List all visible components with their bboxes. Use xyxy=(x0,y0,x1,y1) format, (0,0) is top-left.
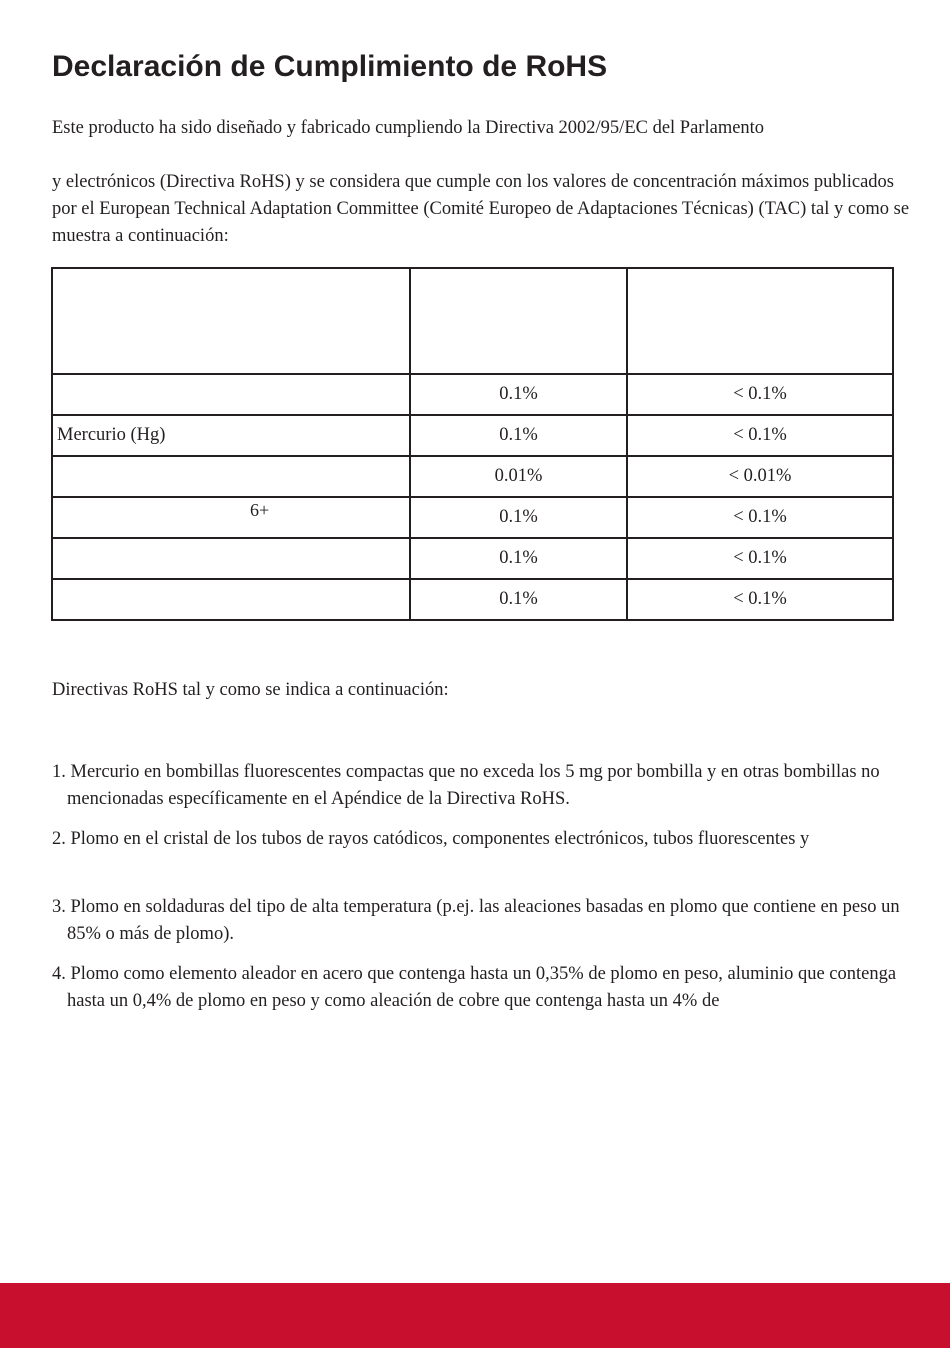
substance-cell xyxy=(52,497,410,538)
table-row xyxy=(52,415,893,456)
max-value-cell: 0.1% xyxy=(410,579,627,620)
max-value-cell: 0.1% xyxy=(410,415,627,456)
header-cell-substance xyxy=(52,268,410,374)
list-item: 1. Mercurio en bombillas fluorescentes compactas que no exceda los 5 mg por bombilla y en otras bombillas no mencionadas específicamente en el Apéndice de la Directiva RoHS. xyxy=(52,762,880,809)
header-cell-max-value xyxy=(410,268,627,374)
max-value-cell: 0.1% xyxy=(410,497,627,538)
table-row xyxy=(52,374,893,415)
max-value-cell: 0.01% xyxy=(410,456,627,497)
actual-value-cell: < 0.01% xyxy=(627,456,893,497)
table-row xyxy=(52,579,893,620)
exemptions-intro-paragraph: Directivas RoHS tal y como se indica a continuación: xyxy=(52,680,449,700)
header-cell-actual-value xyxy=(627,268,893,374)
table-row xyxy=(52,538,893,579)
actual-value-cell: < 0.1% xyxy=(627,374,893,415)
list-item: 4. Plomo como elemento aleador en acero que contenga hasta un 0,35% de plomo en peso, aluminio que contenga hasta un 0,4% de plomo en peso y como aleación de cobre que contenga hasta un 4% de xyxy=(52,964,897,1011)
actual-value-cell: < 0.1% xyxy=(627,579,893,620)
table-row xyxy=(52,497,893,538)
intro-paragraph: Este producto ha sido diseñado y fabricado cumpliendo la Directiva 2002/95/EC del Parlamento xyxy=(52,118,765,138)
substance-cell xyxy=(52,579,410,620)
compliance-paragraph: y electrónicos (Directiva RoHS) y se considera que cumple con los valores de concentración máximos publicados por el European Technical Adaptation Committee (Comité Europeo de Adaptaciones Técnicas) (TAC) tal y como se muestra a continuación: xyxy=(52,172,910,246)
rohs-substance-table xyxy=(51,267,894,621)
max-value-cell: 0.1% xyxy=(410,374,627,415)
max-value-cell: 0.1% xyxy=(410,538,627,579)
substance-cell xyxy=(52,456,410,497)
exemptions-list xyxy=(52,759,912,1015)
actual-value-cell: < 0.1% xyxy=(627,415,893,456)
table-row xyxy=(52,456,893,497)
list-item: 3. Plomo en soldaduras del tipo de alta temperatura (p.ej. las aleaciones basadas en plomo que contiene en peso un 85% o más de plomo). xyxy=(52,897,900,944)
substance-cell xyxy=(52,538,410,579)
actual-value-cell: < 0.1% xyxy=(627,538,893,579)
chromium-superscript: 6+ xyxy=(250,500,270,520)
table-header-row xyxy=(52,268,893,374)
list-item: 2. Plomo en el cristal de los tubos de rayos catódicos, componentes electrónicos, tubos fluorescentes y xyxy=(52,829,810,849)
footer-color-band xyxy=(0,1283,950,1348)
page-title: Declaración de Cumplimiento de RoHS xyxy=(52,50,608,83)
substance-cell xyxy=(52,374,410,415)
substance-cell: Mercurio (Hg) xyxy=(52,415,410,456)
actual-value-cell: < 0.1% xyxy=(627,497,893,538)
